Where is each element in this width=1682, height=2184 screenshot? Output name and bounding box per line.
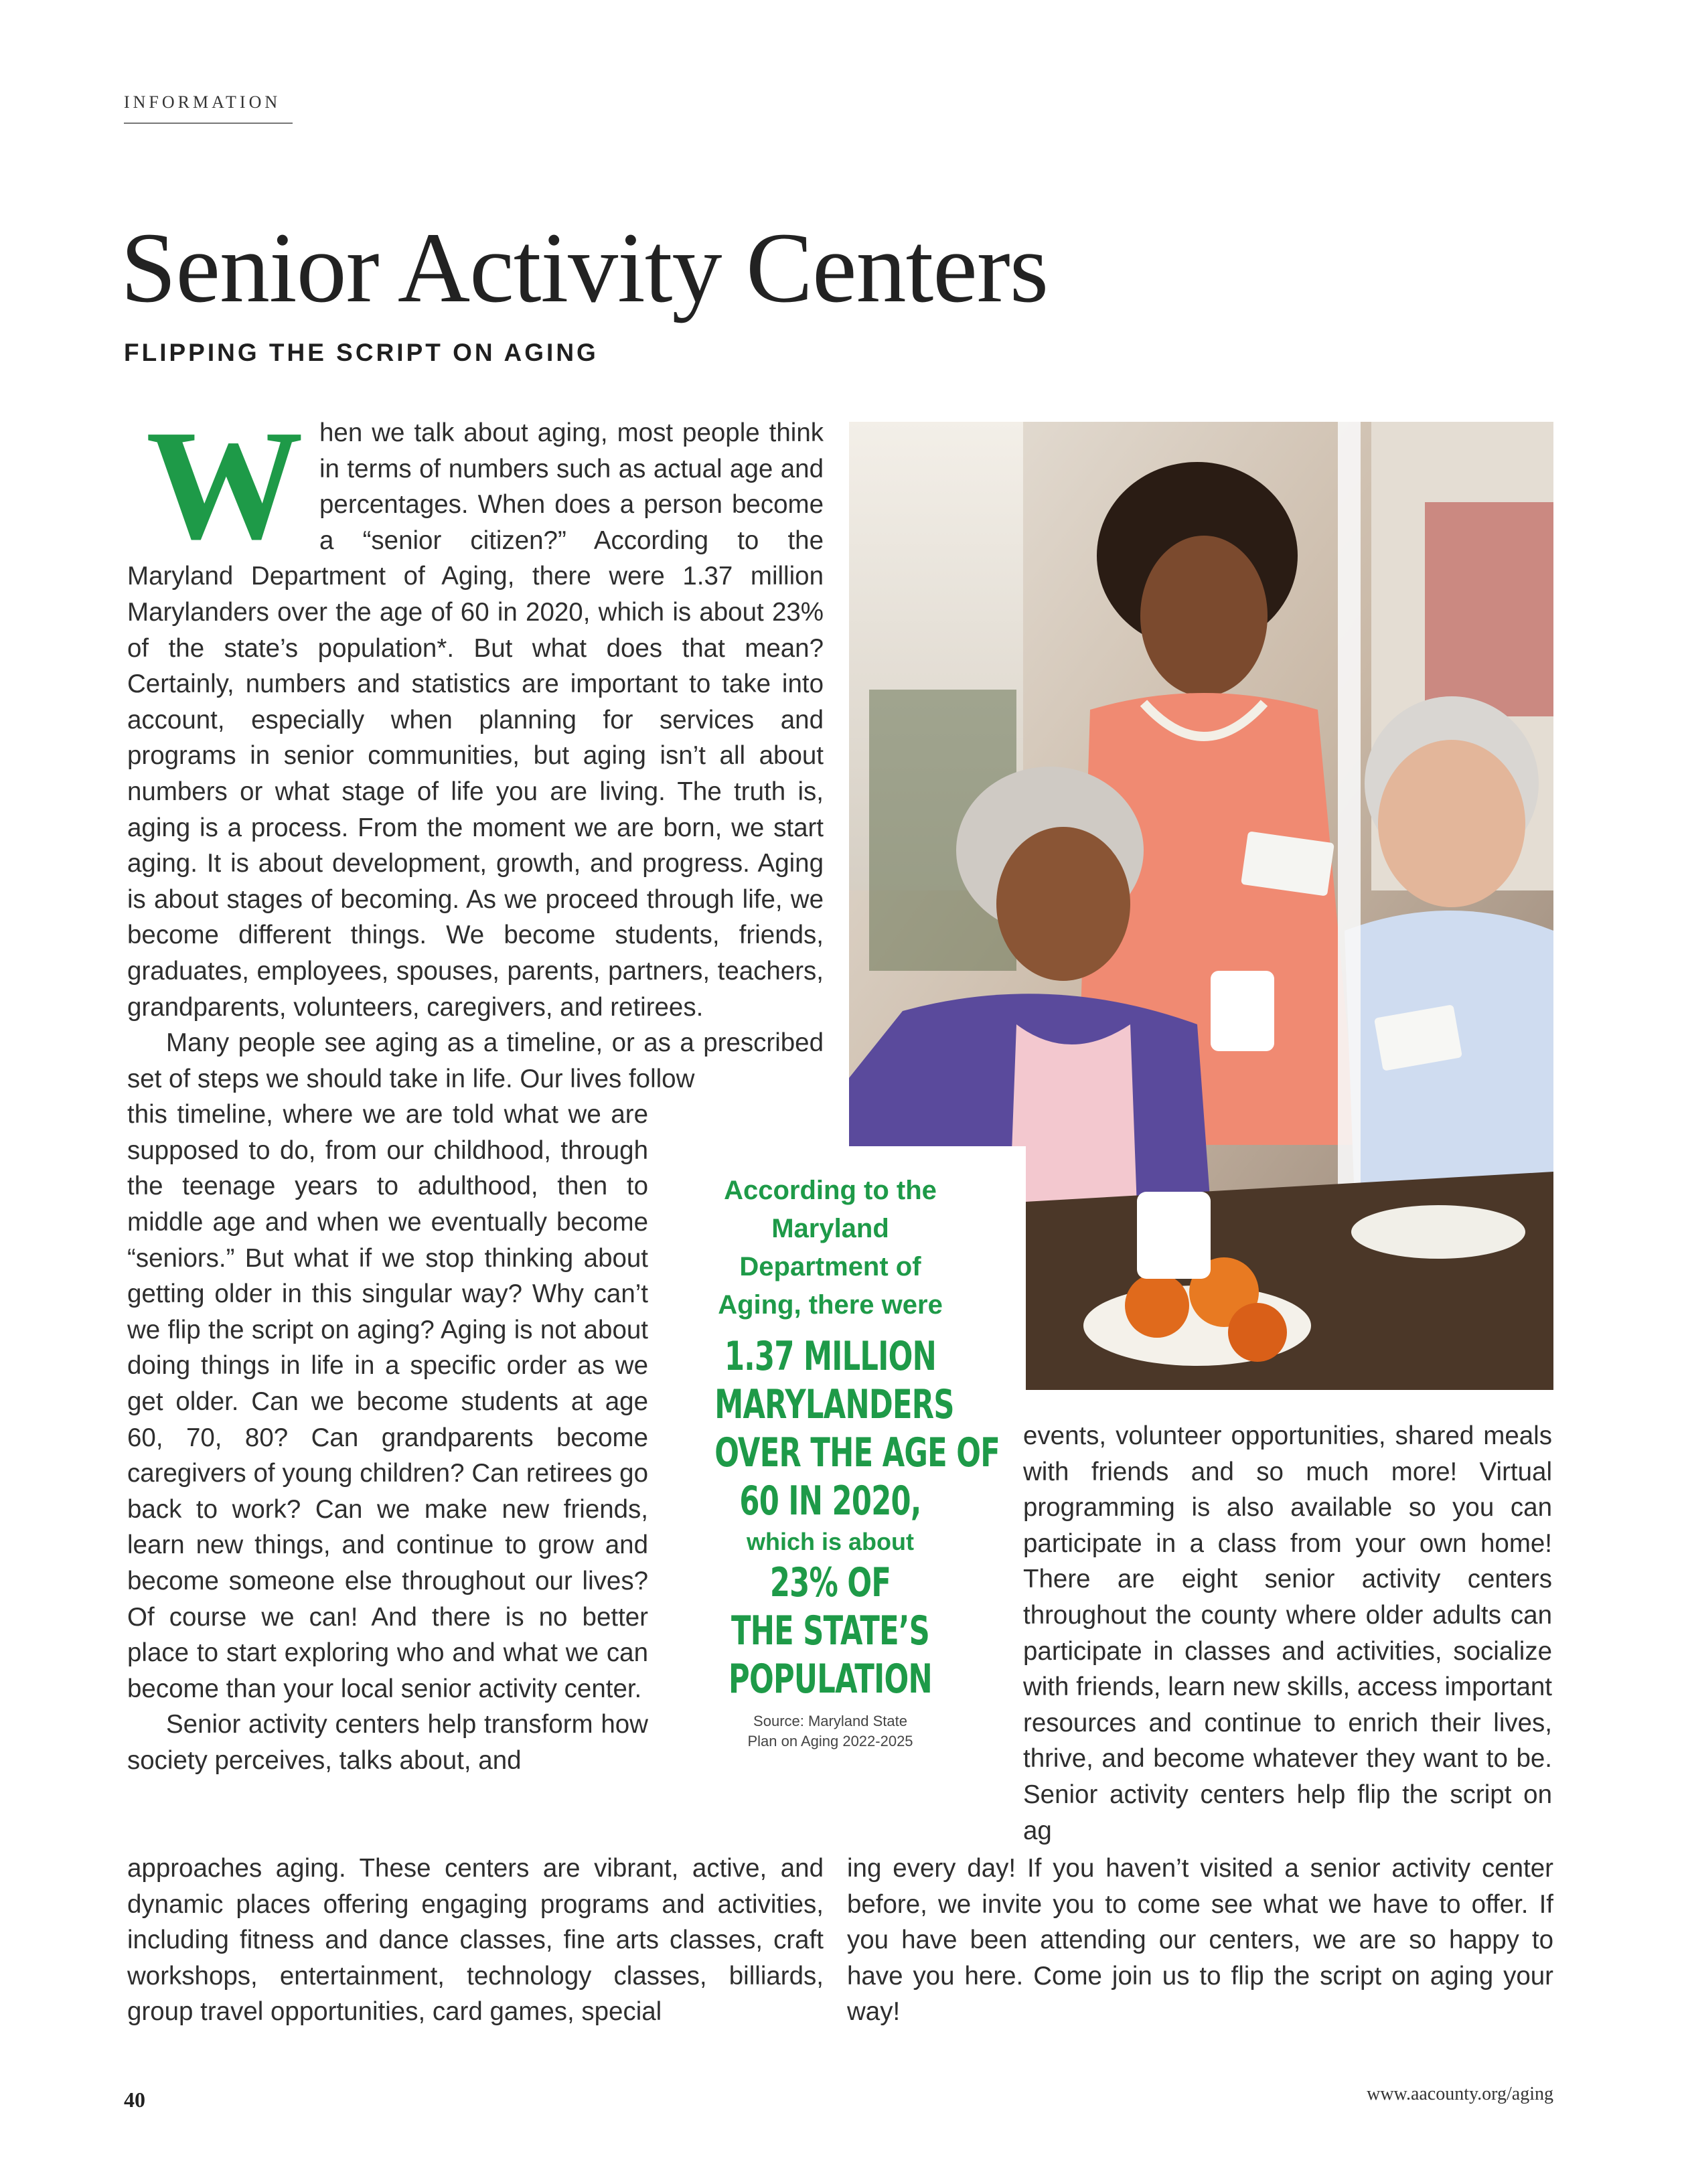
callout-intro: According to the Maryland Department of Aging, there were [718, 1176, 943, 1320]
callout-stat-2 [670, 1559, 991, 1703]
footer-url[interactable]: www.aacounty.org/aging [1367, 2084, 1553, 2104]
callout-source [670, 1711, 991, 1751]
page-number: 40 [124, 2088, 145, 2112]
paragraph-1-text: hen we talk about aging, most people think in terms of numbers such as actual age and percentages. When does a person become a “senior citizen?” According to the Maryland Department of Aging, there were 1.37 million Marylanders over the age of 60 in 2020, which is about 23% of the state’s population*. But what does that mean? Certainly, numbers and statistics are important to take into account, especially when planning for services and programs in senior communities, but aging isn’t all about numbers or what stage of life you are living. The truth is, aging is a process. From the moment we are born, we start aging. It is about development, growth, and progress. Aging is about stages of becoming. As we proceed through life, we become different things. We become students, friends, graduates, employees, spouses, parents, partners, teachers, grandparents, volunteers, caregivers, and retirees. [127, 418, 824, 1022]
callout-source-line: Source: Maryland State [753, 1713, 907, 1729]
article-title: Senior Activity Centers [121, 212, 1049, 323]
paragraph-2-narrow: this timeline, where we are told what we are supposed to do, from our childhood, through the teenage years to adulthood, then to middle age and when we eventually become “seniors.” But what if we stop thinking about getting older in this singular way? Why can’t we flip the script on aging? Aging is not about doing things in life in a specific order as we get older. Can we become students at age 60, 70, 80? Can grandparents become caregivers of young children? Can retirees go back to work? Can we make new friends, learn new things, and continue to grow and become someone else throughout our lives? Of course we can! And there is no better place to start exploring who and what we can become than your local senior activity center. [127, 1100, 648, 1703]
article-column-right: events, volunteer opportunities, shared meals with friends and so much more! Virtual programming is also available so you can participate in a class from your own home! There are eight senior activity centers throughout the county where older adults can participate in classes and activities, socialize with friends, learn new skills, access important resources and continue to enrich their lives, thrive, and become whatever they want to be. Senior activity centers help flip the script on ag [1023, 1421, 1552, 1845]
callout-stat-2-line: THE STATE’S [731, 1608, 930, 1654]
section-label: INFORMATION [124, 92, 281, 112]
callout-mid: which is about [746, 1528, 914, 1555]
paragraph-2-wide: Many people see aging as a timeline, or as a prescribed set of steps we should take in life. Our lives follow [127, 1028, 824, 1093]
paragraph-3-continued: approaches aging. These centers are vibrant, active, and dynamic places offering engaging programs and activities, including fitness and dance classes, fine arts classes, craft workshops, entertainment, technology classes, billiards, group travel opportunities, card games, special [127, 1854, 824, 2027]
callout-stat-2-line: 23% OF [769, 1559, 891, 1606]
callout-stat-1-line: 1.37 MILLION [724, 1333, 937, 1380]
section-rule [124, 123, 293, 124]
callout-stat-2-line: POPULATION [729, 1656, 932, 1703]
paragraph-1 [127, 398, 824, 1025]
callout-stat-1 [670, 1332, 1000, 1525]
callout-stat-1-line: OVER THE AGE OF [714, 1429, 1000, 1476]
paragraph-3-narrow: Senior activity centers help transform how society perceives, talks about, and [127, 1710, 648, 1775]
callout-source-line: Plan on Aging 2022-2025 [747, 1733, 913, 1749]
drop-cap: W [146, 398, 303, 572]
callout-stat-1-line: MARYLANDERS [714, 1381, 954, 1428]
article-closing: ing every day! If you haven’t visited a senior activity center before, we invite you to come see what we have to offer. If you have been attending our centers, we are so happy to have you here. Come join us to flip the script on aging your way! [847, 1854, 1553, 2027]
callout-stat-1-line: 60 IN 2020, [739, 1478, 921, 1525]
article-subtitle: FLIPPING THE SCRIPT ON AGING [124, 339, 599, 366]
stat-callout [670, 1172, 1000, 1751]
